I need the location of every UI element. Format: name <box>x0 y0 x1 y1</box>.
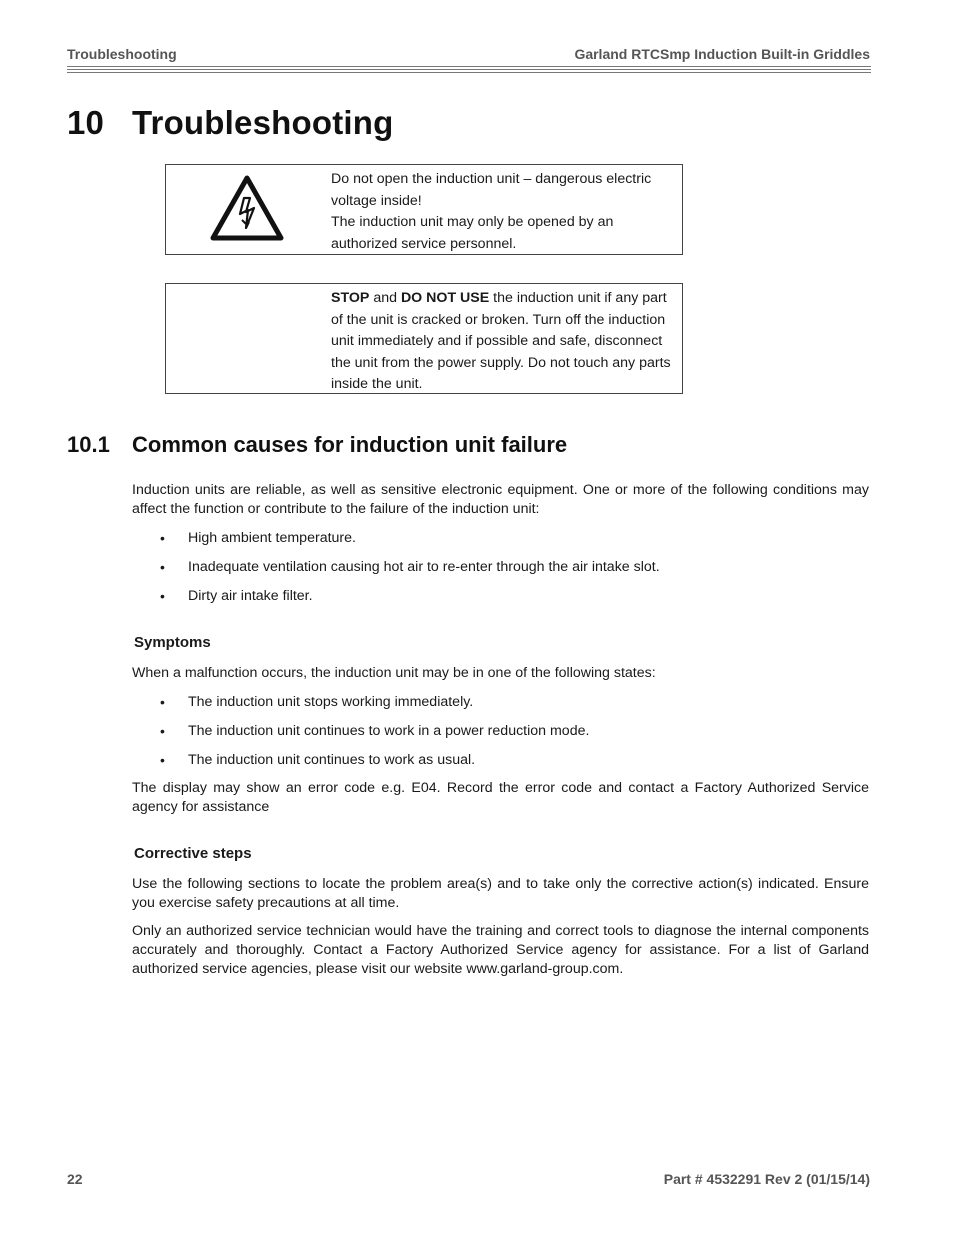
section-title <box>67 432 567 458</box>
symptoms-note: The display may show an error code e.g. E04. Record the error code and contact a Factory Authorized Service agency for assistance <box>132 780 869 815</box>
header-rule <box>67 72 871 73</box>
corrective-steps-heading: Corrective steps <box>134 845 252 862</box>
bullet-icon: • <box>160 530 165 546</box>
list-item: • The induction unit stops working immediately. <box>160 694 474 710</box>
warning-line: Do not open the induction unit – dangerous electric voltage inside! <box>331 171 652 209</box>
running-header-section: Troubleshooting <box>67 46 177 62</box>
stop-emphasis: STOP <box>331 290 370 306</box>
stop-warning-paragraph <box>331 288 676 396</box>
running-header-product: Garland RTCSmp Induction Built-in Griddles <box>574 46 870 62</box>
warning-icon-cell <box>166 165 326 254</box>
warning-text <box>331 288 676 396</box>
bullet-icon: • <box>160 588 165 604</box>
list-item: • High ambient temperature. <box>160 530 356 546</box>
warning-text <box>331 169 676 255</box>
high-voltage-warning-box <box>165 164 683 255</box>
bullet-icon: • <box>160 559 165 575</box>
symptoms-heading: Symptoms <box>134 634 211 651</box>
section-title-text: Common causes for induction unit failure <box>132 432 568 457</box>
warning-body: the induction unit if any part of the unit is cracked or broken. Turn off the induction unit immediately and if possible and safe, disconnect the unit from the power supply. Do not touch any parts inside the unit. <box>331 290 671 392</box>
part-number: Part # 4532291 Rev 2 (01/15/14) <box>663 1171 870 1187</box>
stop-warning-box <box>165 283 683 394</box>
warning-connector: and <box>369 290 401 306</box>
page-number: 22 <box>67 1171 83 1187</box>
bullet-icon: • <box>160 723 165 739</box>
list-item: • The induction unit continues to work in a power reduction mode. <box>160 723 590 739</box>
corrective-paragraph-1: Use the following sections to locate the problem area(s) and to take only the corrective action(s) indicated. Ensure you exercise safety precautions at all time. <box>132 876 869 911</box>
list-item: • Inadequate ventilation causing hot air to re-enter through the air intake slot. <box>160 559 660 575</box>
intro-paragraph: Induction units are reliable, as well as sensitive electronic equipment. One or more of the following conditions may affect the function or contribute to the failure of the induction unit: <box>132 482 869 517</box>
section-number: 10.1 <box>67 432 110 457</box>
chapter-number: 10 <box>67 104 105 141</box>
list-item: • The induction unit continues to work as usual. <box>160 752 476 768</box>
warning-icon-cell <box>166 284 326 393</box>
header-rule <box>67 66 871 67</box>
symptoms-intro: When a malfunction occurs, the induction unit may be in one of the following states: <box>132 665 656 681</box>
chapter-title <box>67 104 393 142</box>
causes-list <box>132 529 869 616</box>
high-voltage-warning-icon <box>210 174 284 242</box>
do-not-use-emphasis: DO NOT USE <box>400 290 490 306</box>
bullet-icon: • <box>160 694 165 710</box>
list-item: • Dirty air intake filter. <box>160 588 313 604</box>
bullet-icon: • <box>160 752 165 768</box>
warning-line: The induction unit may only be opened by an authorized service personnel. <box>331 214 614 252</box>
symptoms-list <box>132 693 869 780</box>
header-rule <box>67 69 871 70</box>
corrective-paragraph-2: Only an authorized service technician would have the training and correct tools to diagnose the internal components accurately and thoroughly. Contact a Factory Authorized Service agency for assistance. For a list of Garland authorized service agencies, please visit our website www.garland-group.com. <box>132 923 869 977</box>
chapter-title-text: Troubleshooting <box>132 104 394 141</box>
